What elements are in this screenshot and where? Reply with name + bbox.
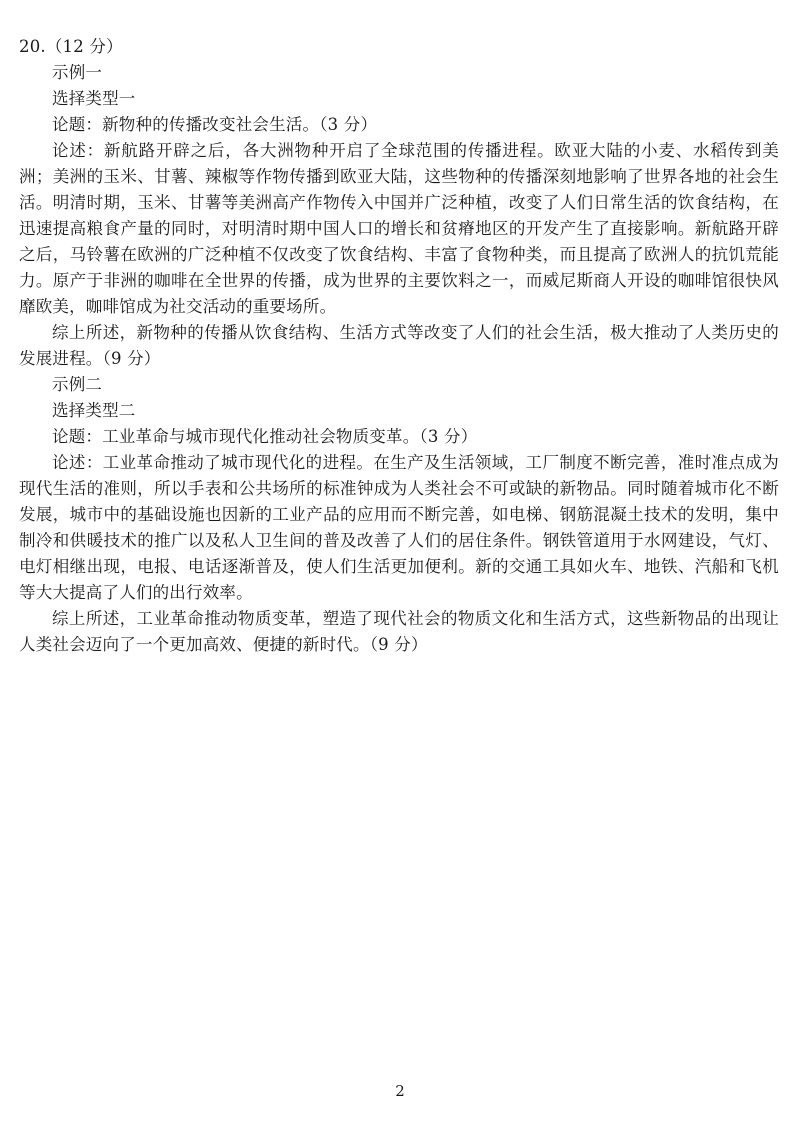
answer-document xyxy=(19,34,779,658)
example2-label: 示例二 xyxy=(52,375,103,394)
example1-thesis: 论题：新物种的传播改变社会生活。（3 分） xyxy=(52,115,378,134)
example1-label: 示例一 xyxy=(52,63,103,82)
example1-argument: 论述：新航路开辟之后，各大洲物种开启了全球范围的传播进程。欧亚大陆的小麦、水稻传到美洲；美洲的玉米、甘薯、辣椒等作物传播到欧亚大陆，这些物种的传播深刻地影响了世界各地的社会生活。明清时期，玉米、甘薯等美洲高产作物传入中国并广泛种植，改变了人们日常生活的饮食结构，在迅速提高粮食产量的同时，对明清时期中国人口的增长和贫瘠地区的开发产生了直接影响。新航路开辟之后，马铃薯在欧洲的广泛种植不仅改变了饮食结构、丰富了食物种类，而且提高了欧洲人的抗饥荒能力。原产于非洲的咖啡在全世界的传播，成为世界的主要饮料之一，而威尼斯商人开设的咖啡馆很快风靡欧美，咖啡馆成为社交活动的重要场所。 xyxy=(19,141,779,316)
page-number: 2 xyxy=(395,1082,405,1100)
example2-argument: 论述：工业革命推动了城市现代化的进程。在生产及生活领域，工厂制度不断完善，准时准点成为现代生活的准则，所以手表和公共场所的标准钟成为人类社会不可或缺的新物品。同时随着城市化不断发展，城市中的基础设施也因新的工业产品的应用而不断完善，如电梯、钢筋混凝土技术的发明，集中制冷和供暖技术的推广以及私人卫生间的普及改善了人们的居住条件。钢铁管道用于水网建设，气灯、电灯相继出现，电报、电话逐渐普及，使人们生活更加便利。新的交通工具如火车、地铁、汽船和飞机等大大提高了人们的出行效率。 xyxy=(19,453,779,602)
example1-conclusion: 综上所述，新物种的传播从饮食结构、生活方式等改变了人们的社会生活，极大推动了人类历史的发展进程。（9 分） xyxy=(19,323,779,368)
example2-type: 选择类型二 xyxy=(52,401,136,420)
example1-type: 选择类型一 xyxy=(52,89,136,108)
example2-thesis: 论题：工业革命与城市现代化推动社会物质变革。（3 分） xyxy=(52,427,478,446)
example2-conclusion: 综上所述，工业革命推动物质变革，塑造了现代社会的物质文化和生活方式，这些新物品的出现让人类社会迈向了一个更加高效、便捷的新时代。（9 分） xyxy=(19,609,779,654)
question-header: 20.（12 分） xyxy=(19,37,123,56)
